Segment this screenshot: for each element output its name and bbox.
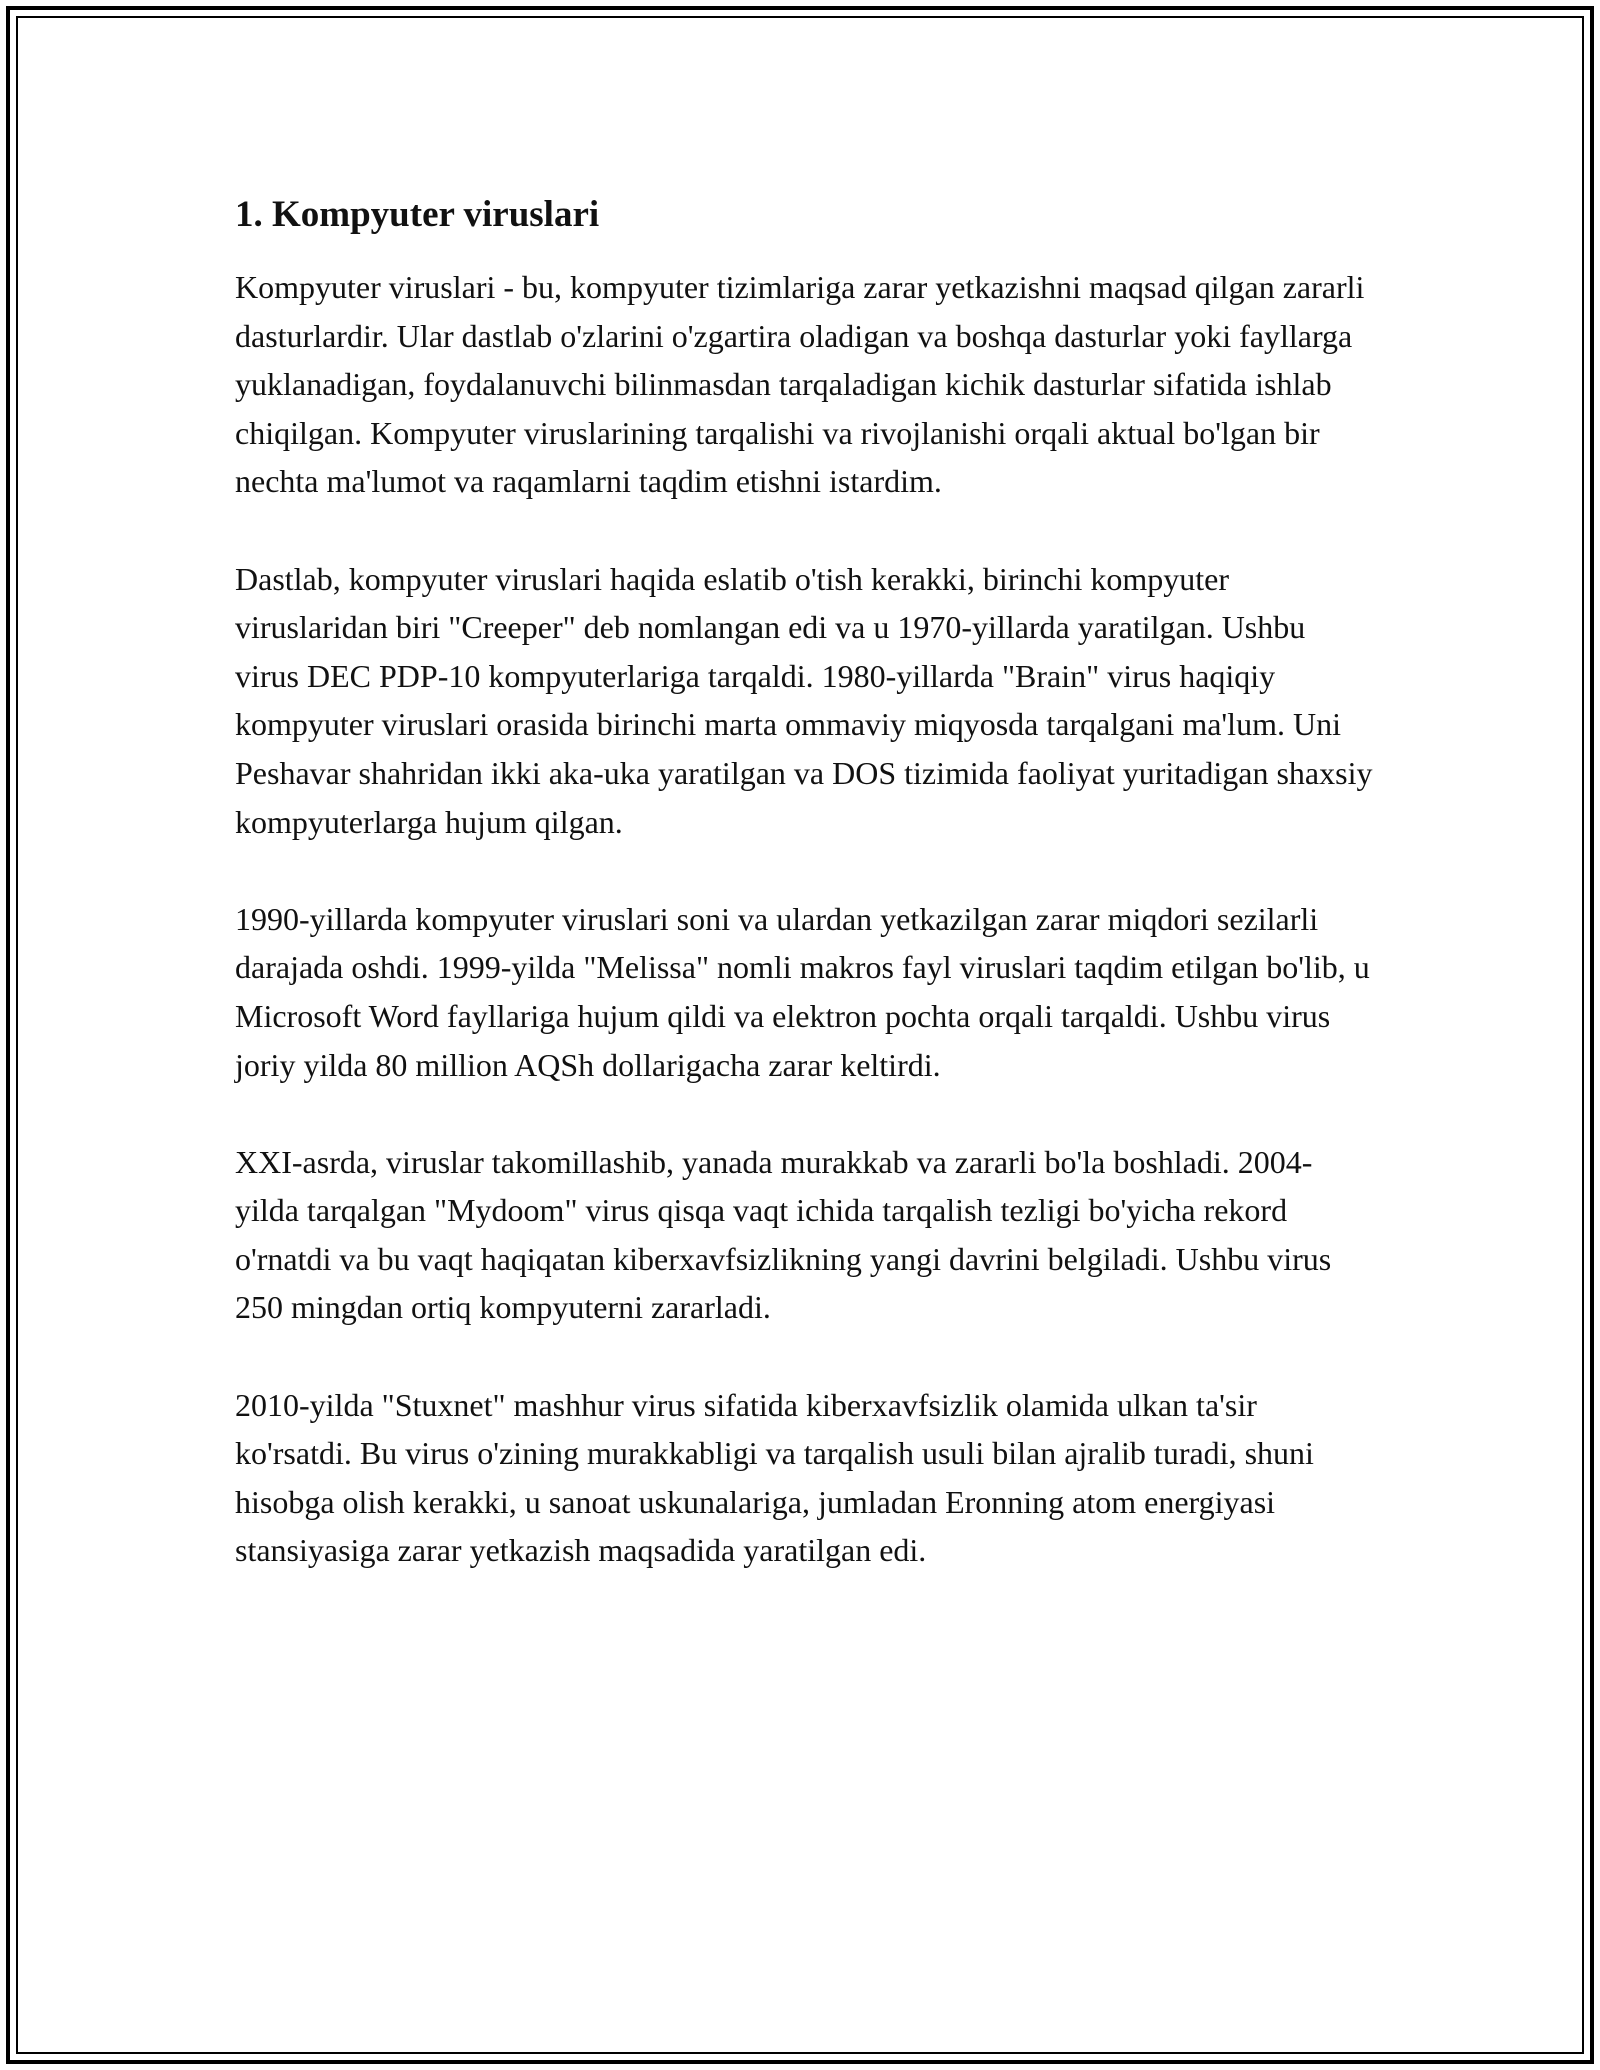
paragraph-melissa: 1990-yillarda kompyuter viruslari soni va ulardan yetkazilgan zarar miqdori sezilarli darajada oshdi. 1999-yilda "Melissa" nomli makros fayl viruslari taqdim etilgan bo'lib, u Microsoft Word fayllariga hujum qildi va elektron pochta orqali tarqaldi. Ushbu virus joriy yilda 80 million AQSh dollarigacha zarar keltirdi. [235,900,1370,1083]
paragraph-mydoom: XXI-asrda, viruslar takomillashib, yanada murakkab va zararli bo'la boshladi. 2004-yilda tarqalgan "Mydoom" virus qisqa vaqt ichida tarqalish tezligi bo'yicha rekord o'rnatdi va bu vaqt haqiqatan kiberxavfsizlikning yangi davrini belgiladi. Ushbu virus 250 mingdan ortiq kompyuterni zararladi. [235,1143,1332,1326]
section-heading: 1. Kompyuter viruslari [235,194,600,235]
paragraph-stuxnet: 2010-yilda "Stuxnet" mashhur virus sifatida kiberxavfsizlik olamida ulkan ta'sir ko'rsatdi. Bu virus o'zining murakkabligi va tarqalish usuli bilan ajralib turadi, shuni hisobga olish kerakki, u sanoat uskunalariga, jumladan Eronning atom energiyasi stansiyasiga zarar yetkazish maqsadida yaratilgan edi. [235,1386,1314,1569]
paragraph-intro: Kompyuter viruslari - bu, kompyuter tizimlariga zarar yetkazishni maqsad qilgan zararli dasturlardir. Ular dastlab o'zlarini o'zgartira oladigan va boshqa dasturlar yoki fayllarga yuklanadigan, foydalanuvchi bilinmasdan tarqaladigan kichik dasturlar sifatida ishlab chiqilgan. Kompyuter viruslarining tarqalishi va rivojlanishi orqali aktual bo'lgan bir nechta ma'lumot va raqamlarni taqdim etishni istardim. [235,269,1365,500]
paragraph-creeper-brain: Dastlab, kompyuter viruslari haqida eslatib o'tish kerakki, birinchi kompyuter viruslaridan biri "Creeper" deb nomlangan edi va u 1970-yillarda yaratilgan. Ushbu virus DEC PDP-10 kompyuterlariga tarqaldi. 1980-yillarda "Brain" virus haqiqiy kompyuter viruslari orasida birinchi marta ommaviy miqyosda tarqalgani ma'lum. Uni Peshavar shahridan ikki aka-uka yaratilgan va DOS tizimida faoliyat yuritadigan shaxsiy kompyuterlarga hujum qilgan. [235,560,1373,840]
document-body [235,186,1375,1624]
